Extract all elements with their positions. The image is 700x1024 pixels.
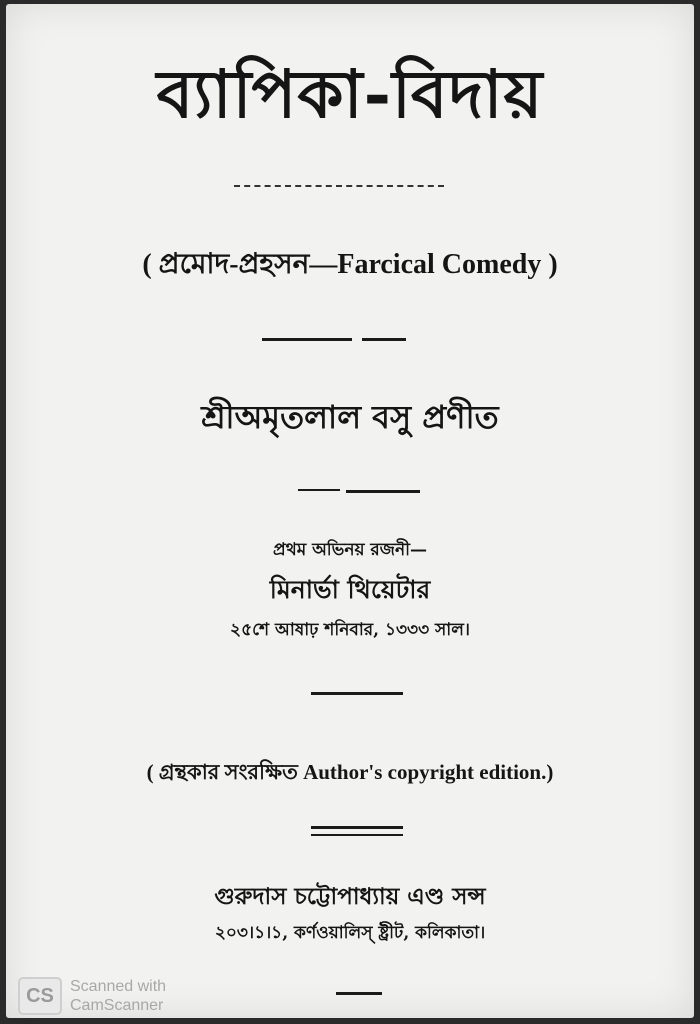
divider-1a [262,338,352,341]
divider-1b [362,338,406,341]
publisher-name: গুরুদাস চট্টোপাধ্যায় এণ্ড সন্স [214,883,486,910]
divider-4a [311,826,403,829]
scanner-watermark [70,977,166,1015]
watermark-line-1: Scanned with [70,978,167,995]
book-title: ব্যাপিকা-বিদায় [156,55,544,133]
book-subtitle: ( প্রমোদ-প্রহসন—Farcical Comedy ) [142,249,558,280]
performance-date: ২৫শে আষাঢ় শনিবার, ১৩৩৩ সাল। [230,620,470,640]
divider-2a [298,489,340,491]
dotted-ornament [234,185,444,193]
camscanner-logo-icon: CS [18,977,62,1015]
watermark-line-2: CamScanner [70,997,164,1014]
publisher-address: ২০৩।১।১, কর্ণওয়ালিস্ ষ্ট্রীট, কলিকাতা। [214,923,486,943]
divider-5 [336,992,382,995]
copyright-note: ( গ্রন্থকার সংরক্ষিত Author's copyright edition.) [146,760,554,784]
divider-4b [311,834,403,836]
title-page [6,4,694,1018]
theatre-name: মিনার্ভা থিয়েটার [269,575,431,604]
divider-3 [311,692,403,695]
first-performance-label: প্রথম অভিনয় রজনী— [273,540,427,560]
author-line: শ্রীঅমৃতলাল বসু প্রণীত [201,398,499,436]
divider-2b [346,490,420,493]
